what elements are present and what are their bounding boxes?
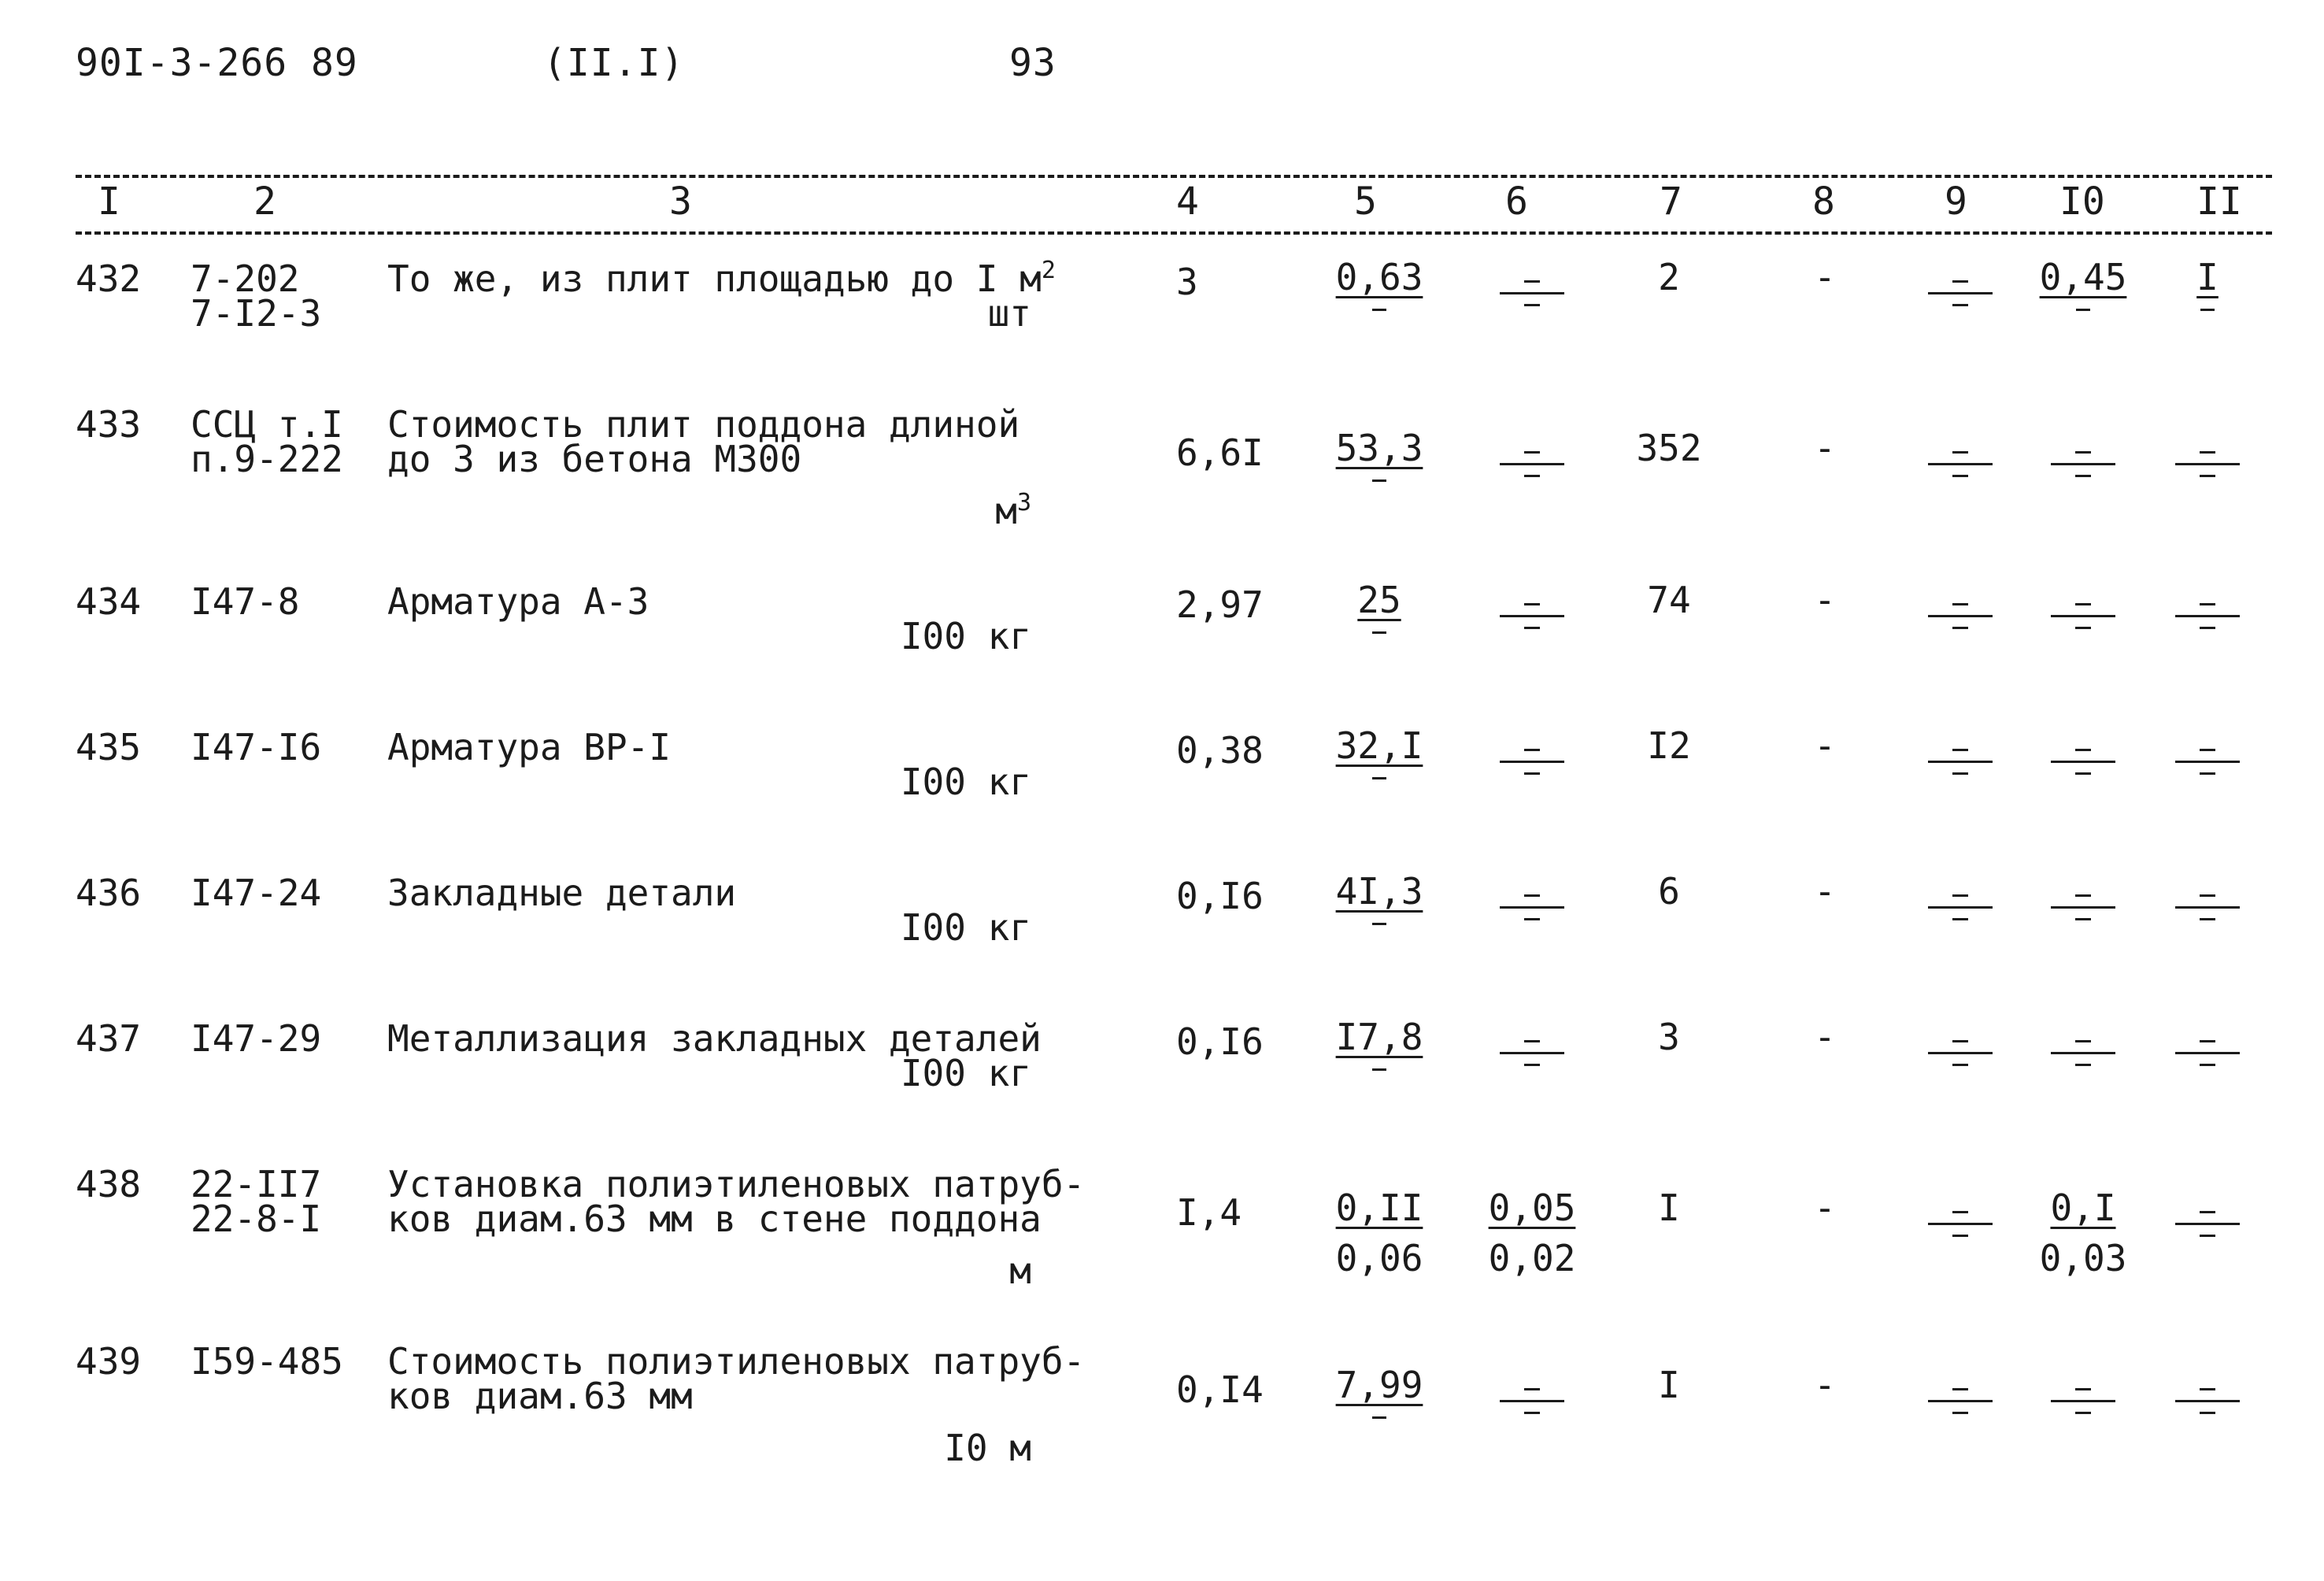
- empty-fraction-mark: [2175, 1209, 2240, 1241]
- page-number: 93: [1009, 41, 1057, 85]
- fraction-denominator: 0,03: [2039, 1237, 2127, 1279]
- unit-text: I00 кг: [900, 906, 1031, 949]
- column-8-value: -: [1814, 1364, 1836, 1406]
- empty-fraction-mark: [1500, 279, 1564, 310]
- column-number: 2: [253, 180, 276, 224]
- work-description-text: Металлизация закладных деталей: [387, 1017, 1042, 1060]
- empty-fraction-mark: [1500, 1039, 1564, 1070]
- column-7-value: 2: [1658, 256, 1680, 298]
- column-number: II: [2196, 180, 2242, 224]
- row-number: 436: [76, 872, 142, 914]
- empty-fraction-mark: [2051, 602, 2115, 633]
- fraction-numerator: I7,8: [1335, 1016, 1423, 1058]
- row-number: 438: [76, 1163, 142, 1205]
- fraction-denominator: 0,02: [1488, 1237, 1576, 1279]
- unit-text: I00 кг: [900, 1052, 1031, 1094]
- fraction-value: [1485, 1189, 1579, 1227]
- fraction-empty-denominator: [1372, 631, 1386, 634]
- norm-code: I47-29: [191, 1017, 322, 1060]
- work-description-line2: ков диам.63 мм в стене поддона: [387, 1198, 1042, 1240]
- unit-of-measure: [748, 489, 1031, 532]
- fraction-empty-denominator: [1372, 777, 1386, 779]
- fraction-value: [1332, 1018, 1427, 1056]
- column-7-value: I2: [1647, 724, 1691, 767]
- quantity-value: 0,38: [1176, 729, 1264, 772]
- work-description: [387, 257, 1056, 300]
- fraction-value: [1332, 724, 1427, 767]
- fraction-value: [1332, 1366, 1427, 1404]
- empty-fraction-mark: [1928, 1387, 1993, 1418]
- work-description-line2: ков диам.63 мм: [387, 1375, 693, 1417]
- work-description-text: Установка полиэтиленовых патруб-: [387, 1163, 1086, 1205]
- fraction-empty-denominator: [1372, 1416, 1386, 1419]
- quantity-value: 2,97: [1176, 583, 1264, 626]
- empty-fraction-mark: [1500, 450, 1564, 481]
- unit-of-measure: [748, 763, 1031, 801]
- work-description-text: Стоимость плит поддона длиной: [387, 403, 1020, 446]
- quantity-value: 0,I6: [1176, 875, 1264, 917]
- norm-code-secondary: п.9-222: [191, 438, 343, 480]
- fraction-value: [2160, 258, 2255, 296]
- column-number: 4: [1176, 180, 1199, 224]
- row-number: 433: [76, 403, 142, 446]
- work-description: [387, 580, 649, 623]
- norm-code-secondary: 7-I2-3: [191, 292, 322, 335]
- column-8-value: -: [1814, 579, 1836, 621]
- fraction-numerator: 25: [1357, 579, 1401, 621]
- unit-of-measure: [748, 1054, 1031, 1092]
- unit-text: м: [1009, 1250, 1031, 1292]
- empty-fraction-mark: [1500, 893, 1564, 924]
- empty-fraction-mark: [1928, 1039, 1993, 1070]
- quantity-value: 0,I6: [1176, 1020, 1264, 1063]
- work-description-line2: до 3 из бетона М300: [387, 438, 802, 480]
- fraction-value: [1332, 258, 1427, 296]
- empty-fraction-mark: [2175, 893, 2240, 924]
- empty-fraction-mark: [1500, 1387, 1564, 1418]
- column-7-value: 3: [1658, 1016, 1680, 1058]
- row-number: 437: [76, 1017, 142, 1060]
- fraction-value: [1332, 1189, 1427, 1227]
- column-8-value: -: [1814, 724, 1836, 767]
- fraction-empty-denominator: [1372, 479, 1386, 482]
- fraction-empty-denominator: [1372, 1068, 1386, 1071]
- fraction-numerator: 4I,3: [1335, 870, 1423, 913]
- section-number: (II.I): [543, 41, 685, 85]
- document-code: 90I-3-266 89: [76, 41, 358, 85]
- empty-fraction-mark: [1928, 450, 1993, 481]
- fraction-empty-denominator: [2200, 309, 2215, 311]
- column-7-value: 6: [1658, 870, 1680, 913]
- work-description: [387, 874, 736, 912]
- empty-fraction-mark: [2175, 450, 2240, 481]
- column-8-value: -: [1814, 870, 1836, 913]
- fraction-value: [2036, 1189, 2130, 1227]
- fraction-numerator: 0,05: [1488, 1187, 1576, 1229]
- empty-fraction-mark: [2051, 747, 2115, 779]
- norm-code: 7-202: [191, 257, 300, 300]
- empty-fraction-mark: [2175, 1387, 2240, 1418]
- unit-text: м: [995, 490, 1017, 532]
- column-number: I: [98, 180, 120, 224]
- fraction-numerator: 7,99: [1335, 1364, 1423, 1406]
- norm-code-secondary: 22-8-I: [191, 1198, 322, 1240]
- fraction-denominator: 0,06: [1335, 1237, 1423, 1279]
- row-number: 435: [76, 726, 142, 768]
- fraction-empty-denominator: [1372, 309, 1386, 311]
- empty-fraction-mark: [1928, 893, 1993, 924]
- norm-code: 22-II7: [191, 1163, 322, 1205]
- fraction-value: [2036, 258, 2130, 296]
- fraction-numerator: 0,I: [2050, 1187, 2116, 1229]
- row-number: 432: [76, 257, 142, 300]
- work-description-text: Арматура А-3: [387, 580, 649, 623]
- column-number: 6: [1505, 180, 1528, 224]
- fraction-value: [1332, 581, 1427, 619]
- column-number: 5: [1354, 180, 1377, 224]
- header-bottom-rule: [76, 231, 2272, 235]
- fraction-value: [1332, 429, 1427, 467]
- column-7-value: 74: [1647, 579, 1691, 621]
- header-top-rule: [76, 175, 2272, 178]
- fraction-empty-denominator: [1372, 923, 1386, 925]
- column-number: 9: [1945, 180, 1967, 224]
- work-description-text: Закладные детали: [387, 872, 737, 914]
- empty-fraction-mark: [2175, 1039, 2240, 1070]
- unit-text: I00 кг: [900, 615, 1031, 657]
- quantity-value: 3: [1176, 261, 1198, 303]
- norm-code: I47-24: [191, 872, 322, 914]
- empty-fraction-mark: [2051, 450, 2115, 481]
- work-description: [387, 728, 671, 766]
- empty-fraction-mark: [1500, 602, 1564, 633]
- fraction-numerator: 0,63: [1335, 256, 1423, 298]
- unit-of-measure: [748, 1429, 1031, 1467]
- quantity-value: 0,I4: [1176, 1368, 1264, 1411]
- unit-of-measure: [748, 1252, 1031, 1290]
- norm-code: I47-8: [191, 580, 300, 623]
- empty-fraction-mark: [2175, 747, 2240, 779]
- unit-text: I0 м: [944, 1427, 1031, 1469]
- fraction-numerator: 0,45: [2039, 256, 2127, 298]
- fraction-numerator: 53,3: [1335, 427, 1423, 469]
- unit-text: I00 кг: [900, 761, 1031, 803]
- empty-fraction-mark: [1928, 747, 1993, 779]
- column-7-value: I: [1658, 1187, 1680, 1229]
- norm-code: ССЦ т.I: [191, 403, 343, 446]
- quantity-value: I,4: [1176, 1191, 1242, 1234]
- unit-of-measure: [748, 906, 1031, 949]
- unit-of-measure: [748, 617, 1031, 655]
- fraction-empty-denominator: [2076, 309, 2090, 311]
- work-description-text: Стоимость полиэтиленовых патруб-: [387, 1340, 1086, 1383]
- column-8-value: -: [1814, 1187, 1836, 1229]
- empty-fraction-mark: [1928, 602, 1993, 633]
- work-description-text: То же, из плит площадью до I м: [387, 257, 1042, 300]
- norm-code: I47-I6: [191, 726, 322, 768]
- column-number: 3: [669, 180, 692, 224]
- fraction-numerator: 0,II: [1335, 1187, 1423, 1229]
- empty-fraction-mark: [2051, 893, 2115, 924]
- empty-fraction-mark: [2175, 602, 2240, 633]
- column-number: 7: [1660, 180, 1682, 224]
- column-number: 8: [1812, 180, 1835, 224]
- column-7-value: 352: [1636, 427, 1702, 469]
- empty-fraction-mark: [2051, 1039, 2115, 1070]
- quantity-value: 6,6I: [1176, 431, 1264, 474]
- column-8-value: -: [1814, 427, 1836, 469]
- unit-exponent: 2: [1041, 257, 1056, 284]
- row-number: 434: [76, 580, 142, 623]
- row-number: 439: [76, 1340, 142, 1383]
- empty-fraction-mark: [1500, 747, 1564, 779]
- column-7-value: I: [1658, 1364, 1680, 1406]
- unit-text: шт: [987, 292, 1031, 335]
- column-8-value: -: [1814, 1016, 1836, 1058]
- fraction-value: [1332, 870, 1427, 913]
- unit-exponent: 3: [1016, 489, 1031, 517]
- column-8-value: -: [1814, 256, 1836, 298]
- empty-fraction-mark: [1928, 279, 1993, 310]
- empty-fraction-mark: [1928, 1209, 1993, 1241]
- column-number: I0: [2059, 180, 2105, 224]
- fraction-numerator: 32,I: [1335, 724, 1423, 767]
- unit-of-measure: [748, 292, 1031, 335]
- fraction-numerator: I: [2196, 256, 2219, 298]
- empty-fraction-mark: [2051, 1387, 2115, 1418]
- work-description-text: Арматура ВР-I: [387, 726, 672, 768]
- norm-code: I59-485: [191, 1340, 343, 1383]
